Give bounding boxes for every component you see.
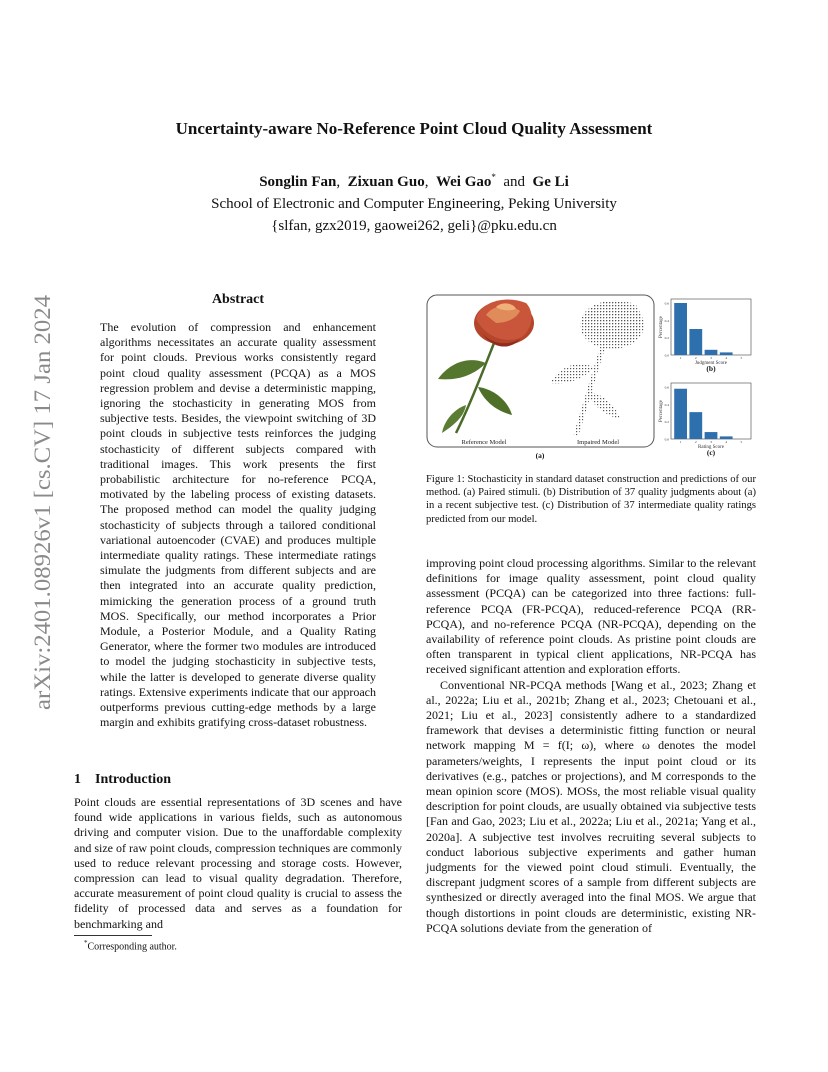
chart-b <box>659 299 751 373</box>
author-and: and <box>503 174 526 190</box>
panel-c-label: (c) <box>706 448 716 457</box>
chart-c-bar <box>705 432 718 439</box>
author-2: Zixuan Guo <box>347 174 425 190</box>
footnote: *Corresponding author. <box>84 939 177 953</box>
chart-b-xtick-label: 3 <box>710 356 712 360</box>
chart-b-bar <box>705 350 718 355</box>
panel-a-label: (a) <box>535 451 545 460</box>
affiliation: School of Electronic and Computer Engineering, Peking University <box>211 196 617 212</box>
chart-c-ytick-label: 0.0 <box>664 437 669 442</box>
author-4: Ge Li <box>532 174 569 190</box>
author-emails: {slfan, gzx2019, gaowei262, geli}@pku.edu.cn <box>271 218 557 234</box>
chart-b-xtick-label: 2 <box>694 356 697 360</box>
chart-b-bar <box>689 329 702 355</box>
chart-c-xtick-label: 5 <box>740 440 743 444</box>
arxiv-id-text: arXiv:2401.08926v1 [cs.CV] 17 Jan 2024 <box>30 324 55 710</box>
chart-b-xtick-label: 4 <box>725 356 728 360</box>
section-number: 1 <box>74 772 81 787</box>
chart-c-xlabel: Rating Score <box>698 445 724 450</box>
arxiv-stamp <box>6 292 66 712</box>
chart-c-xtick-label: 1 <box>679 440 682 444</box>
chart-b-ytick-label: 0.4 <box>664 318 669 323</box>
author-list: Songlin Fan, Zixuan Guo, Wei Gao* and Ge Li <box>259 172 569 190</box>
chart-b-xtick-label: 5 <box>740 356 743 360</box>
panel-b-label: (b) <box>706 364 716 373</box>
corresponding-mark: * <box>491 172 496 182</box>
chart-c-ytick-label: 0.6 <box>664 385 669 390</box>
chart-b-ylabel: Percentage <box>659 316 664 338</box>
chart-c-ytick-label: 0.4 <box>664 402 669 407</box>
section-title: Introduction <box>95 772 171 787</box>
chart-c-xtick-label: 4 <box>725 440 728 444</box>
chart-c-xtick-label: 3 <box>710 440 712 444</box>
paper-title: Uncertainty-aware No-Reference Point Cloud Quality Assessment <box>175 119 653 138</box>
reference-model-label: Reference Model <box>461 439 507 446</box>
right-column-body <box>426 556 756 936</box>
paragraph-continued: improving point cloud processing algorithms. Similar to the relevant definitions for image quality assessment, point cloud quality assessment (PCQA) can be categorized into three factions: full-reference PCQA (FR-PCQA), reduced-reference PCQA (RR-PCQA), and no-reference PCQA (NR-PCQA), depending on the availability of reference point clouds. As pristine point clouds are often transparent in typical client applications, NR-PCQA has received significant attention and exploration efforts. <box>426 556 756 677</box>
figure-1-graphic <box>426 293 756 465</box>
chart-c-xtick-label: 2 <box>694 440 697 444</box>
chart-b-ytick-label: 0.6 <box>664 301 669 306</box>
paragraph-nr-pcqa-methods: Conventional NR-PCQA methods [Wang et al., 2023; Zhang et al., 2022a; Liu et al., 2021b; Zhang et al., 2023; Chetouani et al., 2021; Liu et al., 2023] consistently adhere to a standardized framework that devises a deterministic fitting function or neural network mapping M = f(I; ω), where ω denotes the model parameters/weights, I represents the input point cloud or its derivatives (e.g., patches or projections), and M corresponds to the mean opinion score (MOS). MOSs, the most reliable visual quality description for point clouds, are usually obtained via subjective tests [Fan and Gao, 2023; Liu et al., 2022a; Liu et al., 2021a; Yang et al., 2020a]. A subjective test involves recruiting several subjects to conduct laborious subjective experiments and gather human judgments for the viewed point cloud stimuli. Eventually, the discrepant judgment scores of a sample from different subjects are synthesized or directly averaged into the final MOS. We argue that though distortions in point clouds are deterministic, existing NR-PCQA solutions deviate from the generation of <box>426 677 756 935</box>
chart-b-bar <box>720 352 733 355</box>
chart-c <box>659 383 751 457</box>
figure-1 <box>426 293 756 465</box>
section-heading-introduction <box>74 772 171 788</box>
chart-b-xlabel: Judgment Score <box>694 361 728 366</box>
impaired-model-label: Impaired Model <box>576 439 620 446</box>
footnote-rule <box>74 935 152 936</box>
chart-b-xtick-label: 1 <box>679 356 682 360</box>
figure-1-caption: Figure 1: Stochasticity in standard dataset construction and predictions of our method. (a) Paired stimuli. (b) Distribution of 37 quality judgments about (a) in a recent subjective test. (c) Distribution of 37 intermediate quality ratings predicted from our model. <box>426 474 756 525</box>
chart-c-ytick-label: 0.2 <box>664 420 669 425</box>
author-1: Songlin Fan <box>259 174 337 190</box>
chart-c-bar <box>689 412 702 439</box>
chart-b-ytick-label: 0.0 <box>664 353 669 358</box>
chart-c-ylabel: Percentage <box>659 400 664 422</box>
chart-c-bar <box>674 389 687 439</box>
chart-b-bar <box>674 303 687 355</box>
chart-b-ytick-label: 0.2 <box>664 336 669 341</box>
chart-c-bar <box>720 436 733 439</box>
author-3: Wei Gao <box>435 174 492 190</box>
introduction-body: Point clouds are essential representations of 3D scenes and have found wide applications in various fields, such as autonomous driving and computer vision. Due to the unaffordable complexity and size of raw point clouds, compression techniques are commonly used to reduce relevant processing and storage costs. However, compression can lead to visual quality degradation. Therefore, accurate measurement of point cloud quality is crucial to assess the fidelity of processed data and serves as a foundation for benchmarking and <box>74 795 402 931</box>
abstract-heading: Abstract <box>211 292 265 307</box>
abstract-body: The evolution of compression and enhancement algorithms necessitates an accurate quality assessment for point clouds. Previous works consistently regard point cloud quality assessment (PCQA) as a MOS regression problem and devise a deterministic mapping, ignoring the stochasticity in generating MOS from subjective tests. Besides, the viewpoint switching of 3D point clouds in subjective tests reinforces the judging stochasticity of different subjects compared with traditional images. This work presents the first probabilistic architecture for no-reference PCQA, motivated by the labeling process of existing datasets. The proposed method can model the quality judging stochasticity of subjects through a tailored conditional variational autoencoder (CVAE) and produces multiple intermediate quality ratings. These intermediate ratings simulate the judgments from different subjects and are then integrated into an accurate quality prediction, mimicking the generation process of a ground truth MOS. Specifically, our method incorporates a Prior Module, a Posterior Module, and a Quality Rating Generator, where the former two modules are introduced to model the judging stochasticity in subjective tests, while the latter is developed to generate diverse quality ratings. Extensive experiments indicate that our approach outperforms previous cutting-edge methods by a large margin and exhibits gratifying cross-dataset robustness. <box>100 320 376 730</box>
